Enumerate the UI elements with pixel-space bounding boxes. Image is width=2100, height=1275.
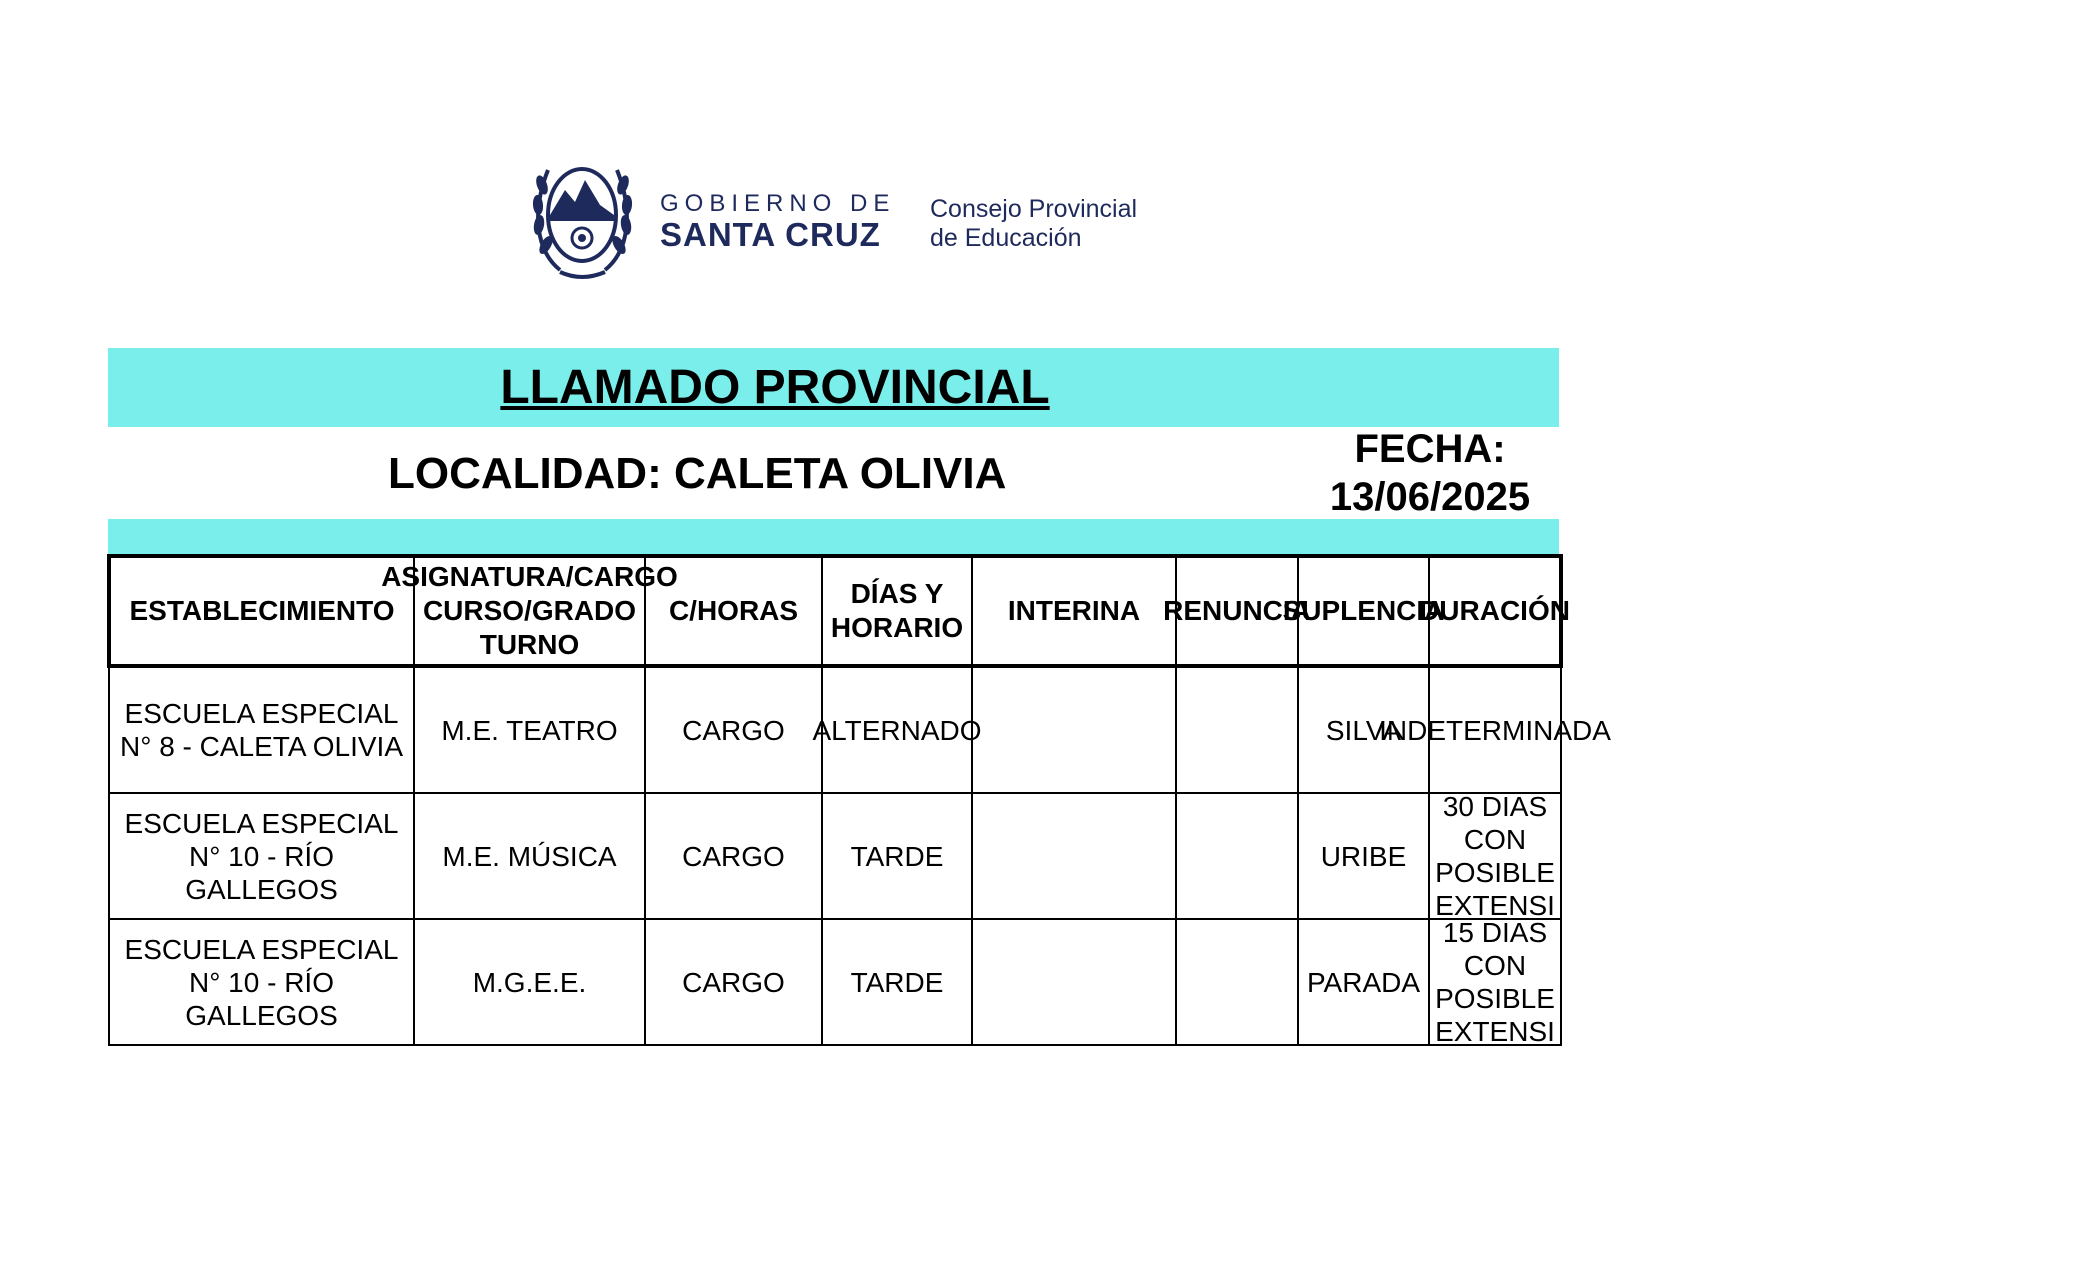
column-header: DURACIÓN	[1429, 556, 1561, 666]
table-header-row	[109, 556, 1561, 666]
council-line2: de Educación	[930, 224, 1082, 252]
table-cell	[972, 919, 1176, 1045]
llamado-table	[107, 554, 1611, 1047]
table-cell: ESCUELA ESPECIAL N° 8 - CALETA OLIVIA	[109, 666, 414, 793]
santa-cruz-seal-icon	[530, 150, 635, 285]
table-cell: INDETERMINADA	[1429, 666, 1561, 793]
table-cell	[972, 666, 1176, 793]
table-cell: SILVA	[1298, 666, 1429, 793]
gov-line1: GOBIERNO DE	[660, 190, 896, 217]
council-line1: Consejo Provincial	[930, 195, 1138, 223]
table-cell: ESCUELA ESPECIAL N° 10 - RÍO GALLEGOS	[109, 793, 414, 919]
fecha-label: FECHA:	[1354, 427, 1506, 471]
table-cell: TARDE	[822, 793, 972, 919]
table-cell: PARADA	[1298, 919, 1429, 1045]
column-header: ESTABLECIMIENTO	[109, 556, 414, 666]
gov-line2: SANTA CRUZ	[660, 216, 881, 253]
council-wordmark	[930, 195, 1137, 253]
table-cell: M.E. TEATRO	[414, 666, 645, 793]
table-row	[109, 793, 1561, 919]
separator-band	[108, 519, 1559, 554]
table-cell: CARGO	[645, 666, 822, 793]
column-header: C/HORAS	[645, 556, 822, 666]
page-title: LLAMADO PROVINCIAL	[500, 361, 1050, 414]
table-row	[109, 666, 1561, 793]
column-header: INTERINA	[972, 556, 1176, 666]
table-row	[109, 919, 1561, 1045]
table-cell	[972, 793, 1176, 919]
column-header: DÍAS Y HORARIO	[822, 556, 972, 666]
column-header: ASIGNATURA/CARGO CURSO/GRADO TURNO	[414, 556, 645, 666]
table-cell	[1176, 666, 1298, 793]
column-header: SUPLENCIA	[1298, 556, 1429, 666]
table-cell	[1176, 919, 1298, 1045]
government-wordmark	[660, 190, 895, 252]
table-cell: M.G.E.E.	[414, 919, 645, 1045]
table-cell	[1176, 793, 1298, 919]
table-cell: URIBE	[1298, 793, 1429, 919]
localidad-label: LOCALIDAD: CALETA OLIVIA	[388, 449, 1007, 498]
table-cell: CARGO	[645, 919, 822, 1045]
table-cell: ESCUELA ESPECIAL N° 10 - RÍO GALLEGOS	[109, 919, 414, 1045]
fecha-block	[1300, 425, 1560, 521]
table-cell: TARDE	[822, 919, 972, 1045]
fecha-value: 13/06/2025	[1329, 475, 1531, 519]
table-cell: 15 DIAS CON POSIBLE EXTENSI	[1429, 919, 1561, 1045]
table-cell: ALTERNADO	[822, 666, 972, 793]
table-cell: CARGO	[645, 793, 822, 919]
table-cell: 30 DIAS CON POSIBLE EXTENSI	[1429, 793, 1561, 919]
column-header: RENUNCIA	[1176, 556, 1298, 666]
table-cell: M.E. MÚSICA	[414, 793, 645, 919]
